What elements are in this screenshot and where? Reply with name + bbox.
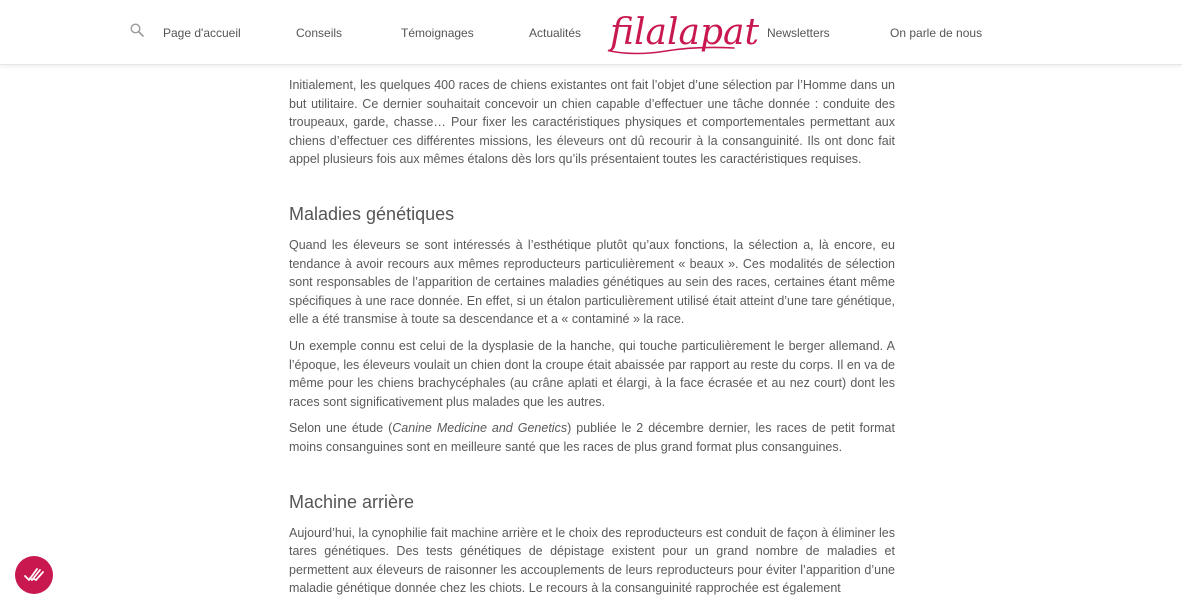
paragraph: Aujourd’hui, la cynophilie fait machine arrière et le choix des reproducteurs est conduit de façon à éliminer les tares génétiques. Des tests génétiques de dépistage existent pour un grand nombre de maladies et permettent aux éleveurs de raisonner les accouplements de leurs reproducteurs pour éviter l’apparition d’une maladie génétique donnée chez les chiots. Le recours à la consanguinité rapprochée est également: [289, 525, 895, 596]
paragraph-study: [289, 419, 895, 456]
text: Selon une étude (: [289, 421, 393, 436]
logo-text: filalapat: [610, 12, 759, 53]
nav-on-parle-de-nous[interactable]: On parle de nous: [890, 26, 983, 40]
filalapat-logo[interactable]: [606, 4, 759, 60]
study-title: Canine Medicine and Genetics: [392, 421, 568, 436]
nav-temoignages[interactable]: Témoignages: [401, 26, 474, 40]
site-header: [0, 0, 1182, 65]
nav-actualites[interactable]: Actualités: [529, 26, 582, 40]
cookie-consent-button[interactable]: [15, 556, 53, 594]
intro-paragraph: Initialement, les quelques 400 races de chiens existantes ont fait l’objet d’une sélection par l’Homme dans un but utilitaire. Ce dernier souhaitait concevoir un chien capable d’effectuer une tâche donnée : conduite des troupeaux, garde, chasse… Pour fixer les caractéristiques physiques et comportementales permettant aux chiens d’effectuer ces différentes missions, les éleveurs ont dû recourir à la consanguinité. Ils ont donc fait appel plusieurs fois aux mêmes étalons dès lors qu’ils présentaient toutes les caractéristiques requises.: [289, 78, 895, 167]
search-icon[interactable]: [130, 23, 144, 37]
text: ) publiée le 2 décembre dernier, les races de petit format moins consanguines sont en meilleure santé que les races de plus grand format plus consanguines.: [289, 421, 895, 454]
paragraph: Quand les éleveurs se sont intéressés à l’esthétique plutôt qu’aux fonctions, la sélection a, là encore, eu tendance à avoir recours aux mêmes reproducteurs particulièrement « beaux ». Ces modalités de sélection sont responsables de l’apparition de certaines maladies génétiques au sein des races, certaines étant même spécifiques à une race donnée. En effet, si un étalon particulièrement utilisé était atteint d’une tare génétique, elle a été transmise à toute sa descendance et a « contaminé » la race.: [289, 237, 895, 327]
section-heading-maladies: Maladies génétiques: [289, 203, 455, 224]
paragraph: Un exemple connu est celui de la dysplasie de la hanche, qui touche particulièrement le berger allemand. A l’époque, les éleveurs voulait un chien dont la croupe était abaissée par rapport au reste du corps. Il en va de même pour les chiens brachycéphales (au crâne aplati et élargi, à la face écrasée et au nez court) dont les races sont significativement plus malades que les autres.: [289, 338, 895, 409]
nav-newsletters[interactable]: Newsletters: [767, 26, 830, 40]
nav-conseils[interactable]: Conseils: [296, 26, 343, 40]
section-heading-machine-arriere: Machine arrière: [289, 491, 415, 512]
nav-page-accueil[interactable]: Page d'accueil: [163, 26, 241, 40]
check-marks-icon: [23, 565, 45, 585]
article-body: [289, 76, 895, 606]
